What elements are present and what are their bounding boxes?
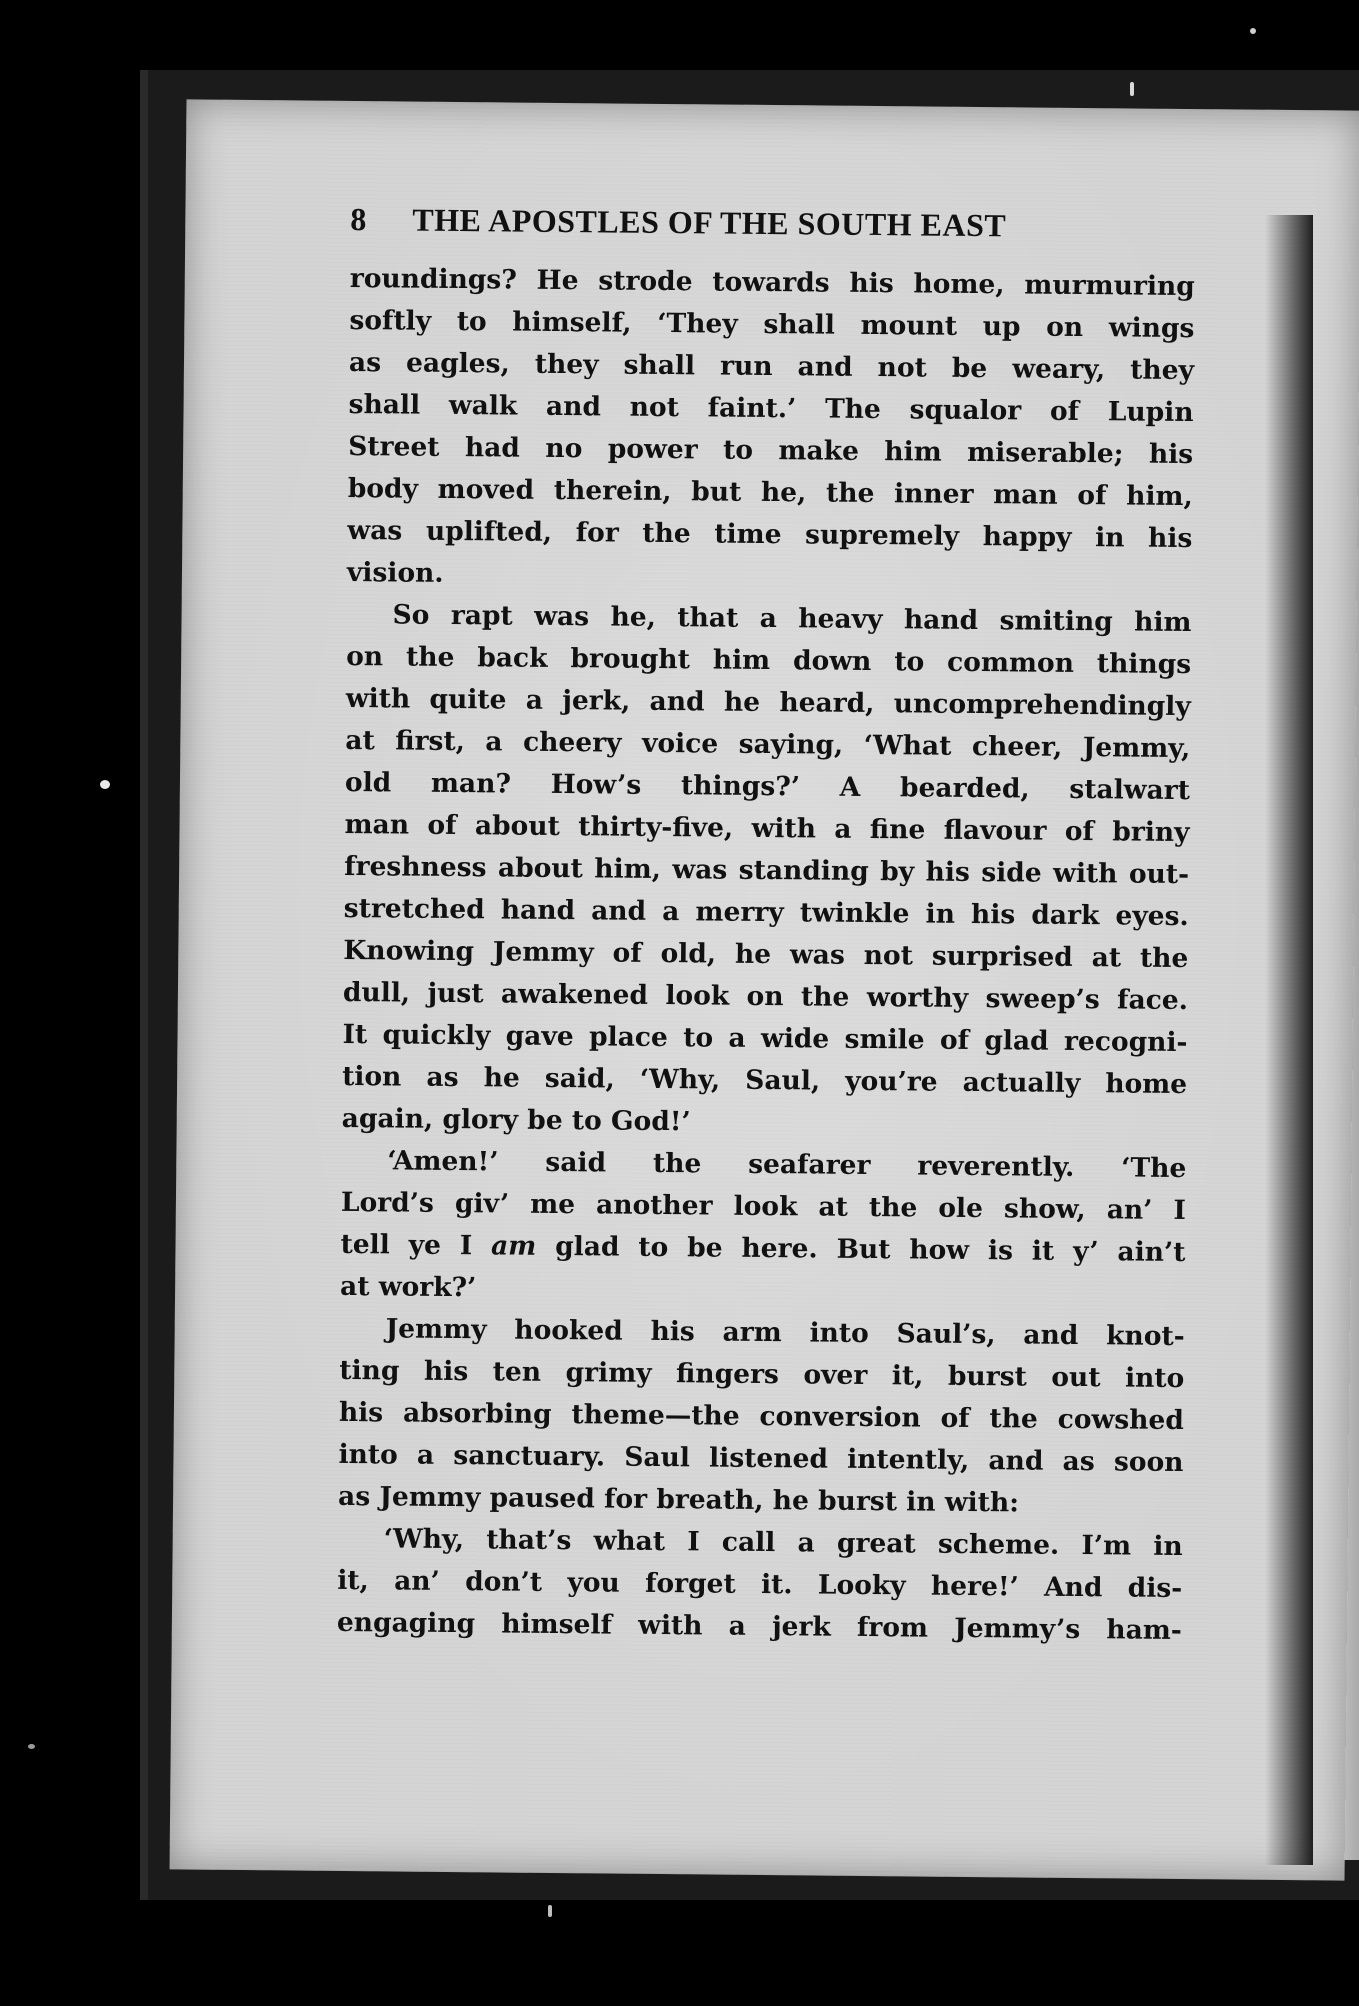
- text-line: at work?’: [339, 1270, 477, 1304]
- text-line: Knowing Jemmy of old, he was not surprised at the: [343, 934, 1189, 975]
- text-line: shall walk and not faint.’ The squalor of Lupin: [348, 388, 1194, 429]
- paragraph: [347, 258, 1195, 602]
- text-line: on the back brought him down to common things: [346, 640, 1192, 681]
- text-line: it, an’ don’t you forget it. Looky here!’ And dis-: [337, 1564, 1183, 1605]
- text-line: with quite a jerk, and he heard, uncomprehendingly: [345, 682, 1191, 723]
- dust-speck: [28, 1744, 35, 1749]
- text-line: as eagles, they shall run and not be weary, they: [348, 346, 1195, 387]
- gutter-shadow: [1265, 215, 1313, 1865]
- text-line: softly to himself, ‘They shall mount up on wings: [349, 304, 1195, 345]
- text-line: into a sanctuary. Saul listened intently, and as soon: [338, 1438, 1184, 1479]
- text-line: vision.: [346, 556, 444, 589]
- text-line: tell ye I am glad to be here. But how is it y’ ain’t: [340, 1228, 1186, 1269]
- text-line: ‘Why, that’s what I call a great scheme. I’m in: [383, 1523, 1183, 1563]
- body-text: [337, 258, 1195, 1652]
- text-line: his absorbing theme—the conversion of the cowshed: [338, 1396, 1185, 1437]
- dust-speck: [548, 1905, 552, 1917]
- text-line: roundings? He strode towards his home, murmuring: [349, 262, 1195, 303]
- page-text-block: [337, 201, 1196, 1652]
- text-line: as Jemmy paused for breath, he burst in with:: [337, 1480, 1020, 1519]
- text-line: Lord’s giv’ me another look at the ole show, an’ I: [340, 1186, 1187, 1227]
- text-line: dull, just awakened look on the worthy sweep’s face.: [342, 976, 1189, 1017]
- running-head: [350, 201, 1195, 246]
- emphasis: am: [490, 1230, 537, 1262]
- text-line: again, glory be to God!’: [341, 1102, 691, 1138]
- book-page: [170, 99, 1359, 1880]
- paragraph: [338, 1308, 1185, 1526]
- text-line: ‘Amen!’ said the seafarer reverently. ‘The: [387, 1145, 1187, 1185]
- page-number: 8: [350, 200, 368, 238]
- paragraph: [342, 594, 1192, 1148]
- text-line: tion as he said, ‘Why, Saul, you’re actually home: [342, 1060, 1188, 1101]
- text-line: It quickly gave place to a wide smile of glad recogni-: [342, 1018, 1188, 1059]
- dust-speck: [100, 780, 110, 789]
- dust-speck: [1130, 82, 1134, 96]
- dust-speck: [1250, 28, 1256, 34]
- text-line: engaging himself with a jerk from Jemmy’s ham-: [336, 1606, 1183, 1647]
- text-line: old man? How’s things?’ A bearded, stalwart: [344, 766, 1191, 807]
- text-line: So rapt was he, that a heavy hand smiting him: [392, 599, 1192, 639]
- text-line: stretched hand and a merry twinkle in his dark eyes.: [343, 892, 1189, 933]
- text-line: ting his ten grimy fingers over it, burst out into: [339, 1354, 1185, 1395]
- paragraph: [337, 1518, 1183, 1652]
- text-line: man of about thirty-five, with a fine flavour of briny: [344, 808, 1190, 849]
- text-line: at first, a cheery voice saying, ‘What cheer, Jemmy,: [345, 724, 1191, 765]
- paragraph: [340, 1140, 1187, 1316]
- running-title: THE APOSTLES OF THE SOUTH EAST: [412, 201, 1007, 244]
- text-line: was uplifted, for the time supremely happy in his: [347, 514, 1193, 555]
- text-line: body moved therein, but he, the inner man of him,: [347, 472, 1193, 513]
- text-line: Jemmy hooked his arm into Saul’s, and knot-: [385, 1313, 1185, 1353]
- text-line: Street had no power to make him miserable; his: [348, 430, 1194, 471]
- text-line: freshness about him, was standing by his side with out-: [344, 850, 1190, 891]
